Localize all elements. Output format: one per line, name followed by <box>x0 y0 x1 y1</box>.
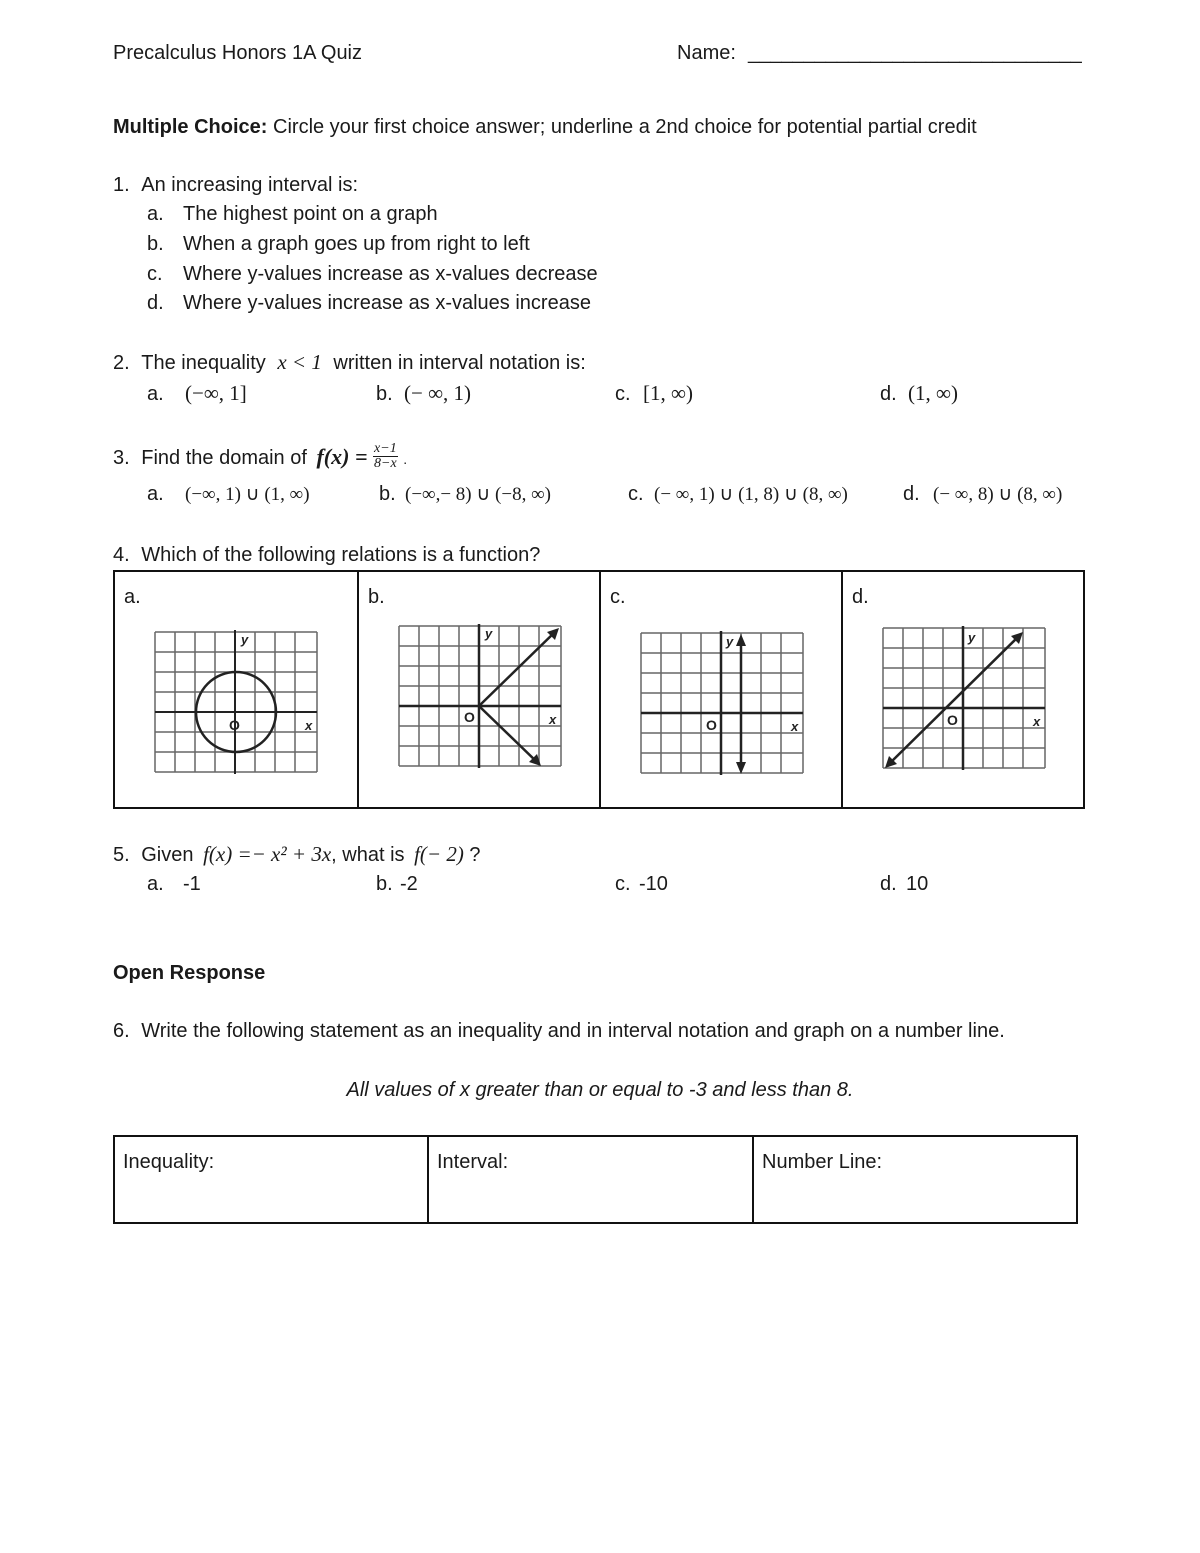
q5-function-call: f(− 2) <box>414 842 464 866</box>
choice-text: When a graph goes up from right to left <box>183 233 530 255</box>
q6-number: 6. <box>113 1020 130 1042</box>
q5-number: 5. <box>113 844 130 866</box>
q2-number: 2. <box>113 352 130 374</box>
graph-option-a[interactable] <box>115 572 359 807</box>
q3-stem <box>113 441 408 473</box>
q1-stem-text: An increasing interval is: <box>141 174 359 196</box>
x-axis-label: x <box>791 719 799 734</box>
choice-letter: b. <box>376 873 393 895</box>
q2-stem-post: written in interval notation is: <box>333 352 586 374</box>
choice-letter: c. <box>615 383 631 405</box>
choice-letter: d. <box>903 483 920 505</box>
q3-fraction <box>373 442 398 471</box>
q6-statement: All values of x greater than or equal to -3 and less than 8. <box>346 1079 854 1101</box>
q3-choice-c[interactable] <box>628 483 848 506</box>
interval-label: Interval: <box>437 1151 509 1173</box>
y-axis-label: y <box>485 626 493 641</box>
choice-text: [1, ∞) <box>643 381 693 405</box>
q5-stem-pre: Given <box>141 844 194 866</box>
origin-label: O <box>706 717 717 733</box>
choice-text: (− ∞, 1) <box>404 381 472 405</box>
graph-letter: c. <box>610 586 626 608</box>
mc-heading: Multiple Choice: <box>113 116 268 138</box>
q3-number: 3. <box>113 447 130 469</box>
graph-option-b[interactable] <box>359 572 601 807</box>
choice-text: 10 <box>906 873 929 895</box>
interval-cell[interactable] <box>429 1137 754 1222</box>
mc-instructions <box>113 116 977 139</box>
fraction-denominator: 8−x <box>374 456 397 472</box>
choice-letter: b. <box>147 233 164 255</box>
choice-text: (− ∞, 8) ∪ (8, ∞) <box>933 484 1063 505</box>
q4-stem <box>113 544 540 567</box>
origin-label: O <box>464 709 475 725</box>
origin-label: O <box>229 717 240 733</box>
q3-choice-a[interactable] <box>147 483 310 506</box>
q6-stem-text: Write the following statement as an inequality and in interval notation and graph on a number line. <box>141 1020 1005 1042</box>
q5-choice-a[interactable] <box>147 873 201 896</box>
q5-choice-c[interactable] <box>615 873 668 896</box>
choice-letter: d. <box>147 292 164 314</box>
graph-vertical-line <box>601 572 843 806</box>
q5-stem-mid: , what is <box>331 844 405 866</box>
y-axis-label: y <box>241 632 249 647</box>
q3-function: f(x) = <box>316 444 368 469</box>
q6-stem <box>113 1020 1005 1043</box>
q4-number: 4. <box>113 544 130 566</box>
choice-letter: c. <box>628 483 644 505</box>
choice-letter: a. <box>147 203 164 225</box>
inequality-cell[interactable] <box>115 1137 429 1222</box>
q2-choice-d[interactable] <box>880 381 958 406</box>
choice-text: (1, ∞) <box>908 381 958 405</box>
q2-stem <box>113 350 586 375</box>
origin-label: O <box>947 712 958 728</box>
q1-choice-b[interactable] <box>147 233 530 256</box>
choice-text: Where y-values increase as x-values increase <box>183 292 591 314</box>
choice-text: -10 <box>639 873 668 895</box>
q1-choice-d[interactable] <box>147 292 591 315</box>
q2-choice-c[interactable] <box>615 381 693 406</box>
q3-stem-post: . <box>403 451 408 467</box>
choice-text: -2 <box>400 873 418 895</box>
choice-letter: c. <box>615 873 631 895</box>
choice-letter: c. <box>147 263 163 285</box>
choice-text: The highest point on a graph <box>183 203 438 225</box>
fraction-numerator: x−1 <box>374 441 397 457</box>
x-axis-label: x <box>305 718 313 733</box>
choice-text: -1 <box>183 873 201 895</box>
graph-sideways-v <box>359 572 601 806</box>
quiz-title: Precalculus Honors 1A Quiz <box>113 42 363 64</box>
graph-letter: d. <box>852 586 869 608</box>
q2-choice-b[interactable] <box>376 381 471 406</box>
choice-text: (−∞,− 8) ∪ (−8, ∞) <box>405 484 551 505</box>
q5-choice-b[interactable] <box>376 873 418 896</box>
choice-text: (−∞, 1) ∪ (1, ∞) <box>185 484 310 505</box>
q1-number: 1. <box>113 174 130 196</box>
q2-stem-pre: The inequality <box>141 352 266 374</box>
graph-option-c[interactable] <box>601 572 843 807</box>
mc-instructions-text: Circle your first choice answer; underline a 2nd choice for potential partial credit <box>273 116 977 138</box>
open-response-heading: Open Response <box>113 962 266 984</box>
choice-letter: a. <box>147 483 164 505</box>
y-axis-label: y <box>968 630 976 645</box>
choice-letter: b. <box>379 483 396 505</box>
inequality-label: Inequality: <box>123 1151 215 1173</box>
q1-choice-a[interactable] <box>147 203 438 226</box>
choice-letter: a. <box>147 383 164 405</box>
choice-text: (− ∞, 1) ∪ (1, 8) ∪ (8, ∞) <box>654 484 848 505</box>
q3-choice-d[interactable] <box>903 483 1062 506</box>
q5-choice-d[interactable] <box>880 873 928 896</box>
q5-stem-post: ? <box>469 844 481 866</box>
choice-letter: d. <box>880 383 897 405</box>
q1-stem <box>113 174 358 197</box>
q4-stem-text: Which of the following relations is a function? <box>141 544 541 566</box>
q4-graph-table <box>113 570 1085 809</box>
q2-stem-math: x < 1 <box>277 350 322 374</box>
name-blank[interactable]: ______________________________ <box>748 42 1082 64</box>
q3-stem-pre: Find the domain of <box>141 447 307 469</box>
graph-option-d[interactable] <box>843 572 1083 807</box>
q1-choice-c[interactable] <box>147 263 598 286</box>
y-axis-label: y <box>726 634 734 649</box>
choice-letter: d. <box>880 873 897 895</box>
choice-text: Where y-values increase as x-values decrease <box>183 263 598 285</box>
number-line-label: Number Line: <box>762 1151 883 1173</box>
q5-stem <box>113 842 481 867</box>
graph-letter: b. <box>368 586 385 608</box>
choice-text: (−∞, 1] <box>185 381 247 405</box>
q6-response-table <box>113 1135 1078 1224</box>
graph-letter: a. <box>124 586 141 608</box>
graph-circle <box>115 572 359 806</box>
x-axis-label: x <box>549 712 557 727</box>
choice-letter: b. <box>376 383 393 405</box>
number-line-cell[interactable] <box>754 1137 1075 1222</box>
q5-function: f(x) =− x² + 3x <box>203 842 332 866</box>
graph-diagonal-line <box>843 572 1083 806</box>
name-label: Name: <box>677 42 736 64</box>
choice-letter: a. <box>147 873 164 895</box>
x-axis-label: x <box>1033 714 1041 729</box>
q2-choice-a[interactable] <box>147 381 247 406</box>
q3-choice-b[interactable] <box>379 483 551 506</box>
